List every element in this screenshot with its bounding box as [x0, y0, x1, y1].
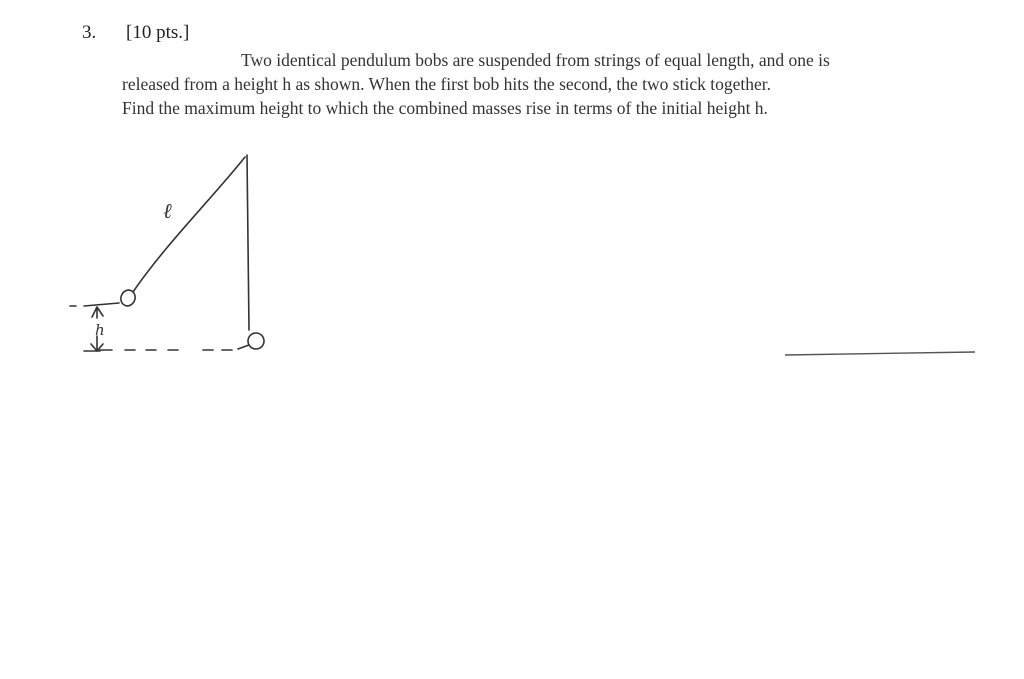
angled-string — [133, 157, 245, 292]
problem-line-1: Two identical pendulum bobs are suspended from strings of equal length, and one is — [241, 50, 830, 70]
height-label: h — [95, 321, 105, 339]
problem-line-2: released from a height h as shown. When the first bob hits the second, the two stick together. — [122, 74, 771, 94]
length-label: ℓ — [163, 199, 172, 223]
question-number: 3. — [82, 22, 97, 43]
resting-bob — [248, 333, 264, 349]
question-points: [10 pts.] — [126, 22, 190, 43]
scan-line — [785, 352, 975, 355]
top-arrow — [92, 307, 103, 318]
dashed-baseline — [100, 345, 249, 350]
vertical-string — [247, 155, 249, 330]
top-tick — [70, 303, 119, 306]
problem-line-3: Find the maximum height to which the combined masses rise in terms of the initial height h. — [122, 98, 768, 118]
